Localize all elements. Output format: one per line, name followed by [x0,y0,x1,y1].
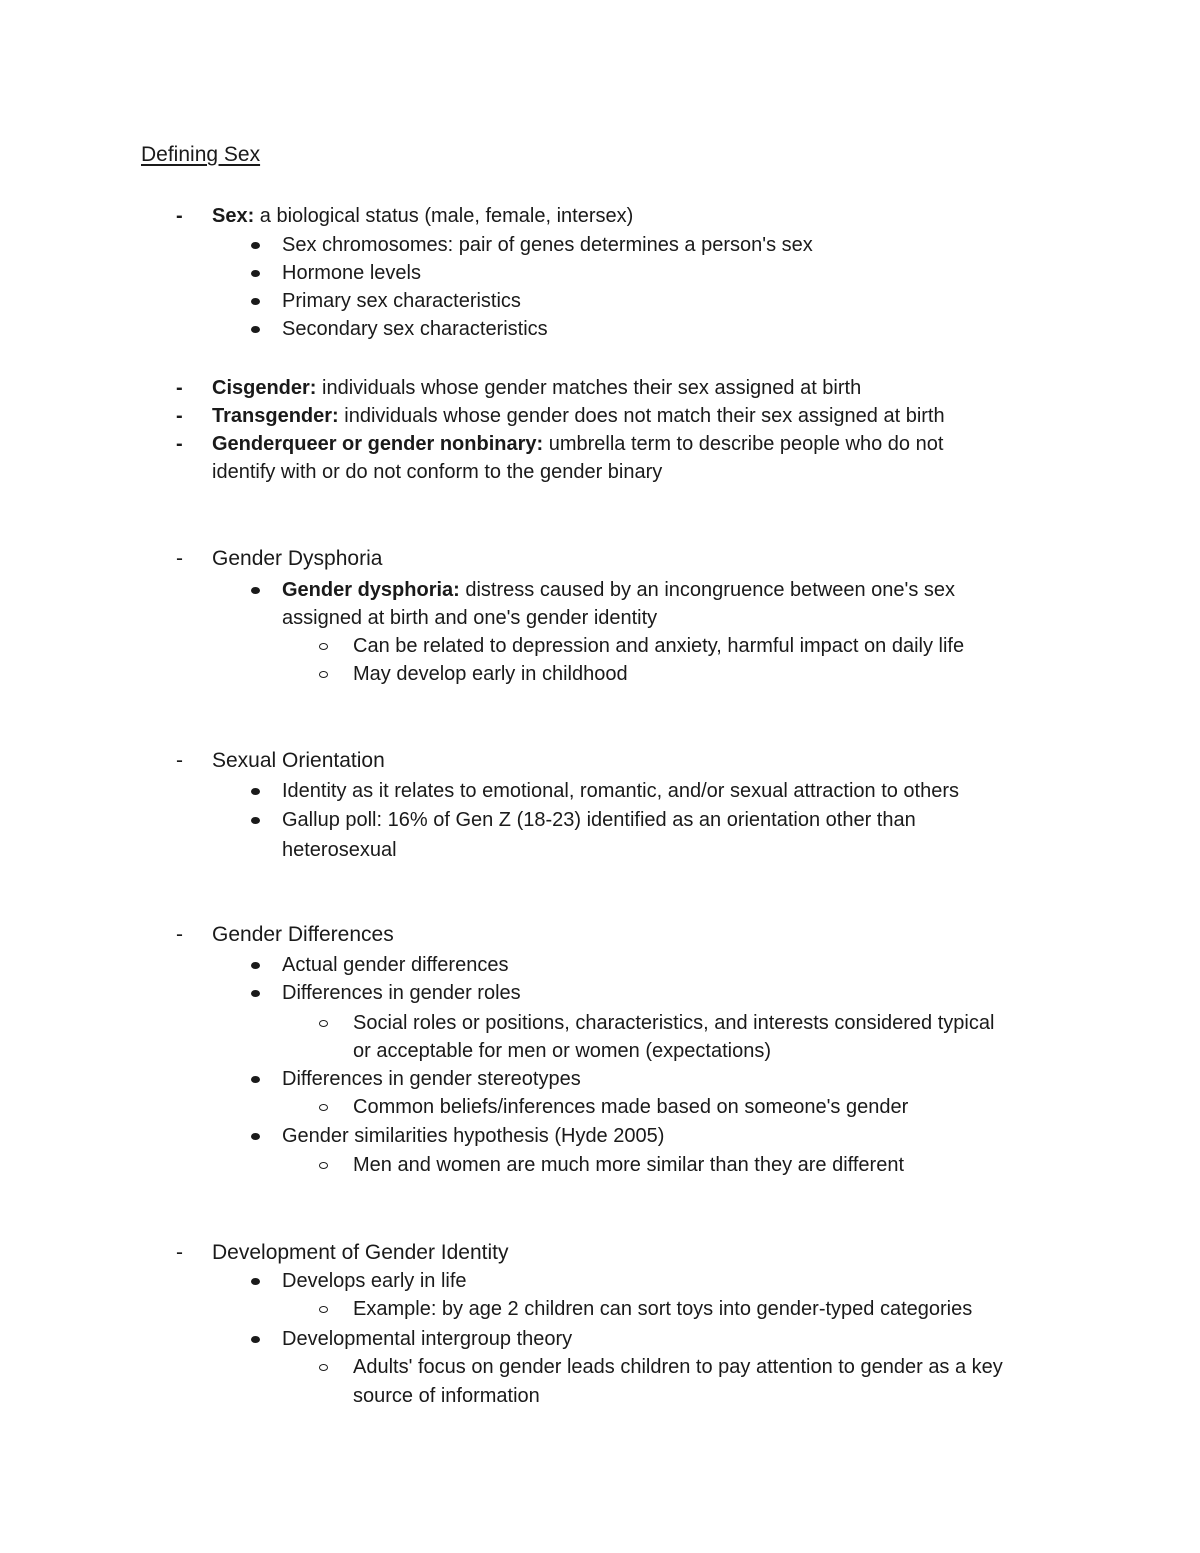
list-item: Gender similarities hypothesis (Hyde 2005) [282,1125,665,1147]
def-cisgender [212,374,861,402]
bullet-icon [251,817,260,824]
list-item: Actual gender differences [282,954,509,976]
circle-bullet-icon [319,1364,328,1371]
bullet-icon [251,270,260,277]
def-term: Sex: [212,205,255,227]
circle-bullet-icon [319,671,328,678]
bullet-icon [251,990,260,997]
dash-marker: - [176,433,183,455]
section-heading-development: Development of Gender Identity [212,1241,509,1264]
dash-marker: - [176,205,183,227]
circle-bullet-icon [319,643,328,650]
def-term: Gender dysphoria: [282,579,460,601]
list-item: Develops early in life [282,1270,467,1292]
sub-list-item: Social roles or positions, characteristics, and interests considered typical [353,1012,995,1034]
bullet-icon [251,788,260,795]
dash-marker: - [176,749,183,772]
bullet-icon [251,587,260,594]
def-sex [212,202,633,230]
list-item: Differences in gender roles [282,982,521,1004]
def-genderqueer [212,430,943,458]
section-heading-dysphoria: Gender Dysphoria [212,547,383,570]
list-item: Identity as it relates to emotional, romantic, and/or sexual attraction to others [282,780,960,802]
circle-bullet-icon [319,1162,328,1169]
dash-marker: - [176,1241,183,1264]
def-text: umbrella term to describe people who do not [543,433,944,455]
section-heading-differences: Gender Differences [212,923,394,946]
sub-list-item: Adults' focus on gender leads children to pay attention to gender as a key [353,1356,1003,1378]
def-text: individuals whose gender does not match their sex assigned at birth [338,405,945,427]
sub-list-item: Men and women are much more similar than they are different [353,1154,905,1176]
def-term: Genderqueer or gender nonbinary: [212,433,544,455]
def-term: Cisgender: [212,377,317,399]
dash-marker: - [176,923,183,946]
sub-list-item: Can be related to depression and anxiety, harmful impact on daily life [353,635,965,657]
list-item-cont: heterosexual [282,839,397,861]
page-title: Defining Sex [141,143,261,166]
def-transgender [212,402,945,430]
def-text: distress caused by an incongruence between one's sex [459,579,956,601]
bullet-icon [251,1133,260,1140]
sub-list-item-cont: source of information [353,1385,540,1407]
bullet-icon [251,1278,260,1285]
list-item: Hormone levels [282,262,421,284]
list-item: Sex chromosomes: pair of genes determines a person's sex [282,234,813,256]
dash-marker: - [176,547,183,570]
bullet-icon [251,962,260,969]
bullet-icon [251,1336,260,1343]
bullet-icon [251,1076,260,1083]
dash-marker: - [176,377,183,399]
list-item: Secondary sex characteristics [282,318,548,340]
circle-bullet-icon [319,1306,328,1313]
bullet-icon [251,326,260,333]
sub-list-item: May develop early in childhood [353,663,628,685]
list-item: Gallup poll: 16% of Gen Z (18-23) identified as an orientation other than [282,809,916,831]
def-text: individuals whose gender matches their sex assigned at birth [316,377,862,399]
def-genderqueer-cont: identify with or do not conform to the gender binary [212,461,663,483]
list-item: Developmental intergroup theory [282,1328,573,1350]
list-item: Differences in gender stereotypes [282,1068,581,1090]
def-term: Transgender: [212,405,339,427]
sub-list-item: Example: by age 2 children can sort toys into gender-typed categories [353,1298,973,1320]
bullet-icon [251,298,260,305]
sub-list-item: Common beliefs/inferences made based on someone's gender [353,1096,909,1118]
section-heading-orientation: Sexual Orientation [212,749,385,772]
circle-bullet-icon [319,1104,328,1111]
circle-bullet-icon [319,1020,328,1027]
list-item [282,576,955,604]
list-item: Primary sex characteristics [282,290,521,312]
list-item-cont: assigned at birth and one's gender identity [282,607,658,629]
sub-list-item-cont: or acceptable for men or women (expectations) [353,1040,771,1062]
def-text: a biological status (male, female, intersex) [254,205,634,227]
bullet-icon [251,242,260,249]
dash-marker: - [176,405,183,427]
